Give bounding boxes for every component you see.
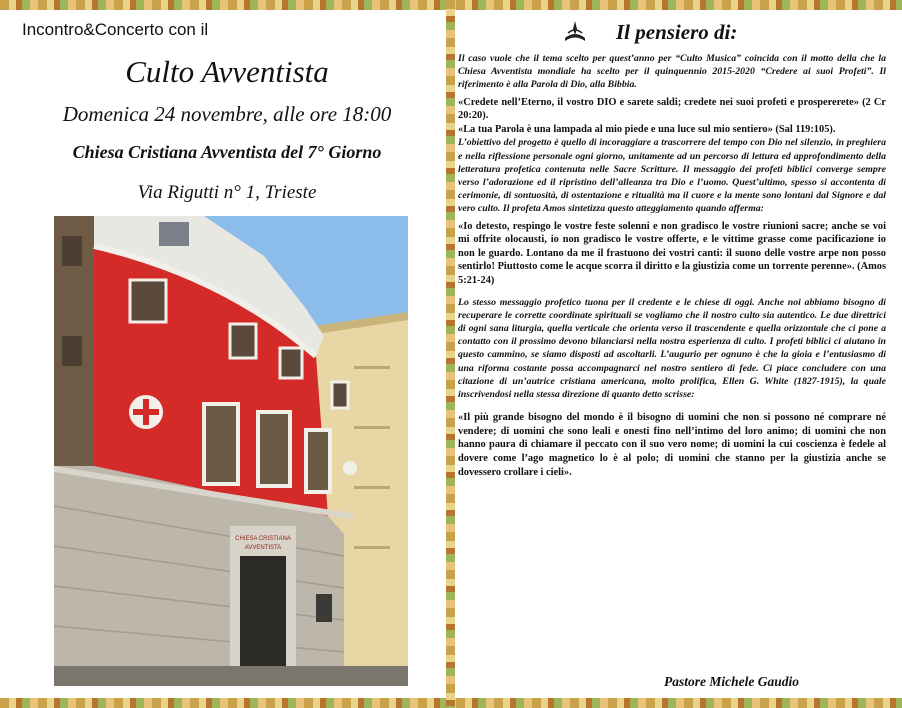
event-date: Domenica 24 novembre, alle ore 18:00 — [62, 102, 392, 126]
quote-cronache: «Credete nell’Eterno, il vostro DIO e sarete saldi; credete nei suoi profeti e prospererete» (2 Cr 20:20). — [458, 96, 886, 122]
signature: Pastore Michele Gaudio — [664, 674, 799, 689]
thought-heading: Il pensiero di: — [616, 20, 738, 44]
decorative-border-divider — [446, 0, 455, 708]
thought-text — [458, 52, 886, 483]
right-panel — [458, 10, 894, 696]
quote-amos: «Io detesto, respingo le vostre feste solenni e non gradisco le vostre riunioni sacre; anche se voi mi offrite olocausti, io non gradisco le vostre offerte, e le vittime grasse come pacificazione io non le guardo. Lontano da me il frastuono dei vostri canti: il suono delle vostre arpe non posso sentirlo! Piuttosto come le acque scorra il diritto e la giustizia come un torrente perenne». (Amos 5:21-24) — [458, 220, 886, 286]
church-name: Chiesa Cristiana Avventista del 7° Giorno — [72, 142, 382, 162]
church-sign-line1: CHIESA CRISTIANA — [235, 536, 291, 542]
left-panel — [12, 10, 442, 696]
church-address: Via Rigutti n° 1, Trieste — [137, 182, 317, 203]
quote-salmi: «La tua Parola è una lampada al mio piede e una luce sul mio sentiero» (Sal 119:105). — [458, 123, 836, 135]
church-sign-line2: AVVENTISTA — [244, 545, 282, 551]
paragraph-intro: Il caso vuole che il tema scelto per quest’anno per “Culto Musica” coincida con il motto della che la Chiesa Avventista mondiale ha scelto per il quinquennio 2015-2020 “Credere ai suoi Profeti”. Il riferimento è alla Parola di Dio, alla Bibbia. — [458, 53, 886, 91]
intro-text: Incontro&Concerto con il — [22, 20, 209, 39]
adventist-logo-icon — [562, 18, 588, 44]
paragraph-project: L’obiettivo del progetto è quello di incoraggiare a trascorrere del tempo con Dio nel silenzio, in preghiera e nella riflessione personale ogni giorno, unitamente ad un percorso di lettura ed approfondimento della letteratura profetica contenuta nelle Sacre Scritture. Il messaggio dei profeti biblici converge sempre verso l’adorazione ed il ripristino dell’alleanza tra Dio e l’uomo. Quest’ultimo, spesso si accontenta di cerimonie, di sontuosità, di ostentazione e ritualità ma il cuore e la mente sono lontani dal Signore e dal vero culto. Il profeta Amos sintetizza questo atteggiamento quando afferma: — [458, 137, 886, 215]
church-photo — [54, 216, 408, 686]
event-title: Culto Avventista — [125, 54, 329, 89]
paragraph-message: Lo stesso messaggio profetico tuona per il credente e le chiese di oggi. Anche noi abbiamo bisogno di recuperare le corrette coordinate spirituali se vogliamo che il nostro culto sia autentico. Le due direttrici di ogni sana liturgia, quella verticale che orienta verso il trascendente e quella orizzontale che ci pone a contatto con il prossimo devono bilanciarsi nella nostra esperienza di culto. I profeti biblici ci aiutano in questo cammino, se siamo disposti ad ascoltarli. L’augurio per ognuno è che la gioia e l’entusiasmo di una riforma costante possa accompagnarci nel nostro sentiero di fede. Ci piace concludere con una citazione di un’autrice cristiana americana, molto prolifica, Ellen G. White (1827-1915), la quale inscrivendosi nella stessa direzione di quanto detto scrisse: — [458, 296, 886, 400]
quote-white: «Il più grande bisogno del mondo è il bisogno di uomini che non si possono né comprare né vendere; di uomini che sono leali e onesti fino nell’intimo del loro animo; di uomini che non hanno paura di chiamare il peccato con il suo vero nome; di uomini la cui coscienza è fedele al dovere come l’ago magnetico lo è al polo; di uomini che stanno per la giustizia anche se dovessero crollare i cieli». — [458, 412, 886, 478]
